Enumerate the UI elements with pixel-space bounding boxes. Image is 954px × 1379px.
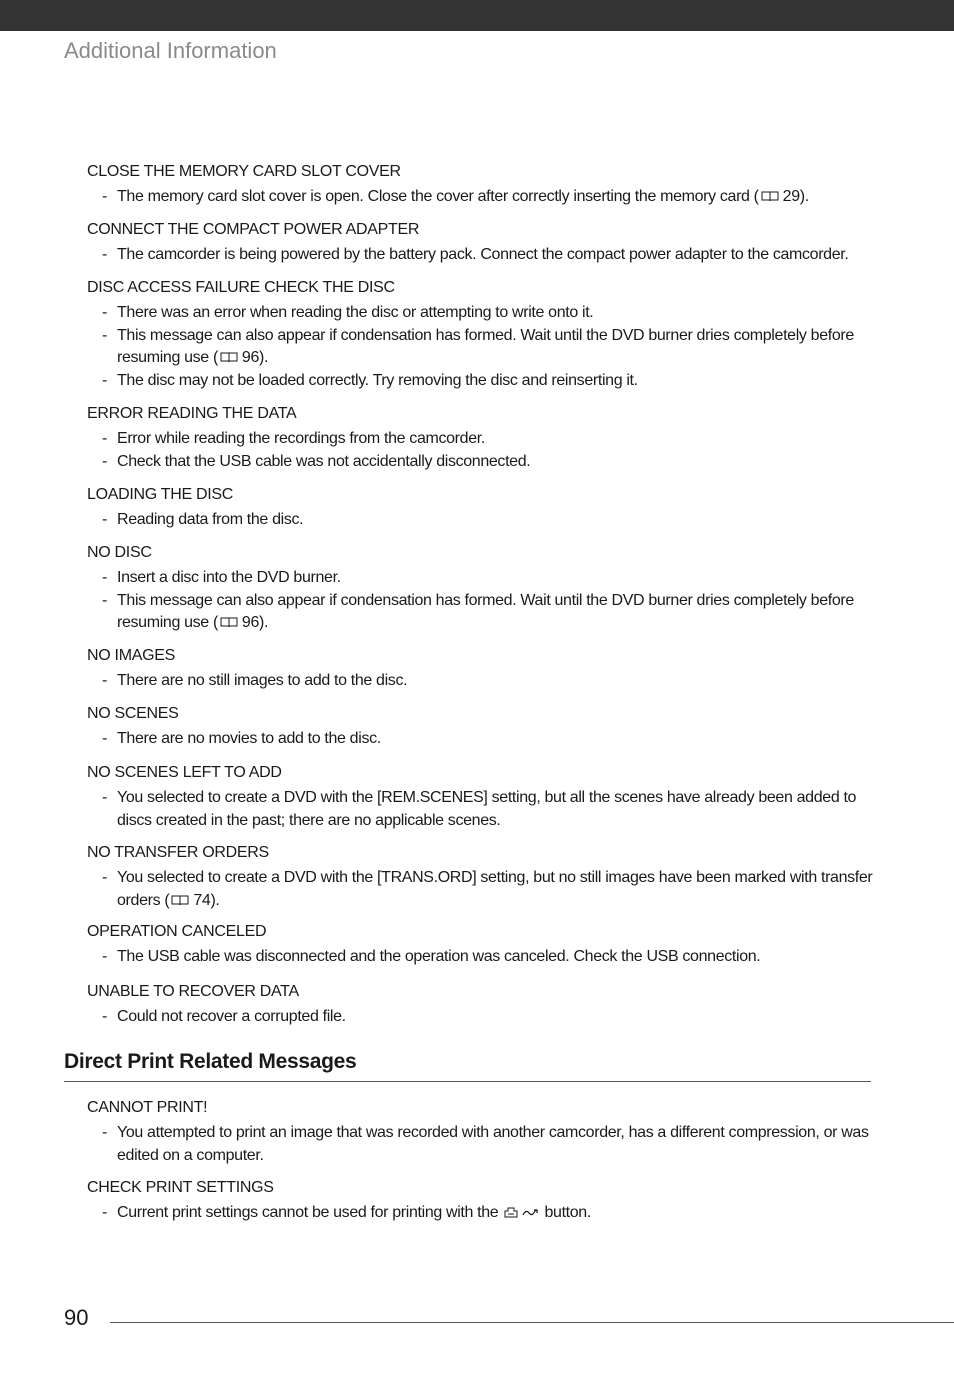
message-title: CANNOT PRINT! xyxy=(87,1099,208,1116)
bullet-dash: - xyxy=(102,188,107,205)
bullet-item xyxy=(87,1202,877,1225)
bullet-item xyxy=(87,451,877,474)
footer-divider xyxy=(110,1322,954,1323)
bullet-text: This message can also appear if condensation has formed. Wait until the DVD burner dries completely before resuming use ( xyxy=(117,326,854,366)
bullet-item xyxy=(87,728,877,751)
message-title: NO DISC xyxy=(87,544,152,561)
message-title: ERROR READING THE DATA xyxy=(87,405,297,422)
message-bullets xyxy=(87,946,877,969)
message-bullets xyxy=(87,787,877,832)
message-title: NO SCENES LEFT TO ADD xyxy=(87,764,282,781)
message-entry xyxy=(87,404,877,473)
bullet-dash: - xyxy=(102,430,107,447)
message-bullets xyxy=(87,567,877,635)
page-number: 90 xyxy=(64,1305,89,1330)
bullet-item xyxy=(87,186,877,209)
top-bar xyxy=(0,0,954,31)
bullet-dash: - xyxy=(102,672,107,689)
message-bullets xyxy=(87,244,877,267)
bullet-dash: - xyxy=(102,452,107,470)
message-entry xyxy=(87,278,877,392)
message-title: NO TRANSFER ORDERS xyxy=(87,844,269,861)
bullet-dash: - xyxy=(102,1204,107,1221)
message-title: NO SCENES xyxy=(87,705,179,722)
page-reference: 29 xyxy=(782,188,800,205)
bullet-dash: - xyxy=(102,371,107,389)
message-entry xyxy=(87,1098,877,1167)
bullet-text: The disc may not be loaded correctly. Try removing the disc and reinserting it. xyxy=(117,371,638,389)
bullet-dash: - xyxy=(102,730,107,747)
bullet-dash: - xyxy=(102,304,107,321)
bullet-text: The camcorder is being powered by the battery pack. Connect the compact power adapter to the camcorder. xyxy=(117,246,849,263)
bullet-text-end: ). xyxy=(210,891,220,909)
book-reference-icon xyxy=(220,616,238,628)
bullet-dash: - xyxy=(102,1008,107,1025)
message-bullets xyxy=(87,428,877,473)
bullet-item xyxy=(87,946,877,969)
bullet-item xyxy=(87,787,877,832)
message-bullets xyxy=(87,186,877,209)
bullet-text: The memory card slot cover is open. Close the cover after correctly inserting the memory card ( xyxy=(117,188,759,205)
bullet-dash: - xyxy=(102,591,107,609)
bullet-item xyxy=(87,325,877,370)
message-bullets xyxy=(87,728,877,751)
message-entry xyxy=(87,485,877,532)
bullet-text: You attempted to print an image that was recorded with another camcorder, has a different compression, or was edited on a computer. xyxy=(117,1124,869,1164)
bullet-text: There was an error when reading the disc or attempting to write onto it. xyxy=(117,304,594,321)
message-bullets xyxy=(87,1122,877,1167)
bullet-item xyxy=(87,509,877,532)
bullet-item xyxy=(87,670,877,693)
bullet-dash: - xyxy=(102,511,107,528)
bullet-text: There are no movies to add to the disc. xyxy=(117,730,381,747)
bullet-text: This message can also appear if condensation has formed. Wait until the DVD burner dries completely before resuming use ( xyxy=(117,591,854,631)
message-entry xyxy=(87,1178,877,1225)
book-reference-icon xyxy=(220,351,238,363)
bullet-text-end: ). xyxy=(259,349,269,366)
bullet-text: Current print settings cannot be used for printing with the xyxy=(117,1204,499,1221)
book-reference-icon xyxy=(171,894,189,906)
bullet-text: The USB cable was disconnected and the operation was canceled. Check the USB connection. xyxy=(117,948,761,965)
bullet-item xyxy=(87,244,877,267)
bullet-item xyxy=(87,867,877,912)
message-entry xyxy=(87,646,877,693)
bullet-dash: - xyxy=(102,1124,107,1141)
message-bullets xyxy=(87,1202,877,1225)
message-title: NO IMAGES xyxy=(87,647,175,664)
section-divider xyxy=(64,1081,871,1082)
bullet-text-end: button. xyxy=(544,1204,591,1221)
bullet-item xyxy=(87,302,877,325)
bullet-text: Insert a disc into the DVD burner. xyxy=(117,569,341,586)
message-title: DISC ACCESS FAILURE CHECK THE DISC xyxy=(87,279,395,296)
page-reference: 96 xyxy=(241,349,260,366)
bullet-dash: - xyxy=(102,869,107,886)
bullet-dash: - xyxy=(102,569,107,586)
message-entry xyxy=(87,162,877,209)
bullet-item xyxy=(87,567,877,590)
bullet-item xyxy=(87,1006,877,1029)
bullet-item xyxy=(87,428,877,451)
message-entry xyxy=(87,704,877,751)
bullet-item xyxy=(87,370,877,393)
bullet-dash: - xyxy=(102,948,107,965)
message-entry xyxy=(87,763,877,832)
message-title: LOADING THE DISC xyxy=(87,486,234,503)
bullet-dash: - xyxy=(102,246,107,263)
message-bullets xyxy=(87,302,877,392)
book-reference-icon xyxy=(761,190,779,202)
message-title: OPERATION CANCELED xyxy=(87,923,267,940)
bullet-text: Check that the USB cable was not accidentally disconnected. xyxy=(117,452,531,470)
bullet-text: Could not recover a corrupted file. xyxy=(117,1008,346,1025)
bullet-text-end: ). xyxy=(259,614,269,631)
header-title: Additional Information xyxy=(64,38,277,63)
bullet-text: You selected to create a DVD with the [REM.SCENES] setting, but all the scenes have already been added to discs created in the past; there are no applicable scenes. xyxy=(117,789,857,829)
message-title: CHECK PRINT SETTINGS xyxy=(87,1179,274,1196)
message-bullets xyxy=(87,509,877,532)
bullet-dash: - xyxy=(102,789,107,806)
message-entry xyxy=(87,220,877,267)
message-bullets xyxy=(87,1006,877,1029)
message-title: CLOSE THE MEMORY CARD SLOT COVER xyxy=(87,163,401,180)
message-title: CONNECT THE COMPACT POWER ADAPTER xyxy=(87,221,420,238)
bullet-text: You selected to create a DVD with the [TRANS.ORD] setting, but no still images have been marked with transfer orders ( xyxy=(117,869,873,909)
section-title: Direct Print Related Messages xyxy=(64,1050,357,1073)
message-title: UNABLE TO RECOVER DATA xyxy=(87,983,299,1000)
page-reference: 96 xyxy=(241,614,260,631)
bullet-text: Error while reading the recordings from the camcorder. xyxy=(117,430,485,447)
bullet-text-end: ). xyxy=(799,188,809,205)
bullet-text: Reading data from the disc. xyxy=(117,511,304,528)
message-entry xyxy=(87,543,877,635)
message-entry xyxy=(87,982,877,1029)
bullet-item xyxy=(87,1122,877,1167)
bullet-item xyxy=(87,590,877,635)
page-reference: 74 xyxy=(193,891,211,909)
bullet-text: There are no still images to add to the disc. xyxy=(117,672,408,689)
message-entry xyxy=(87,843,877,912)
message-bullets xyxy=(87,670,877,693)
bullet-dash: - xyxy=(102,326,107,344)
message-entry xyxy=(87,922,877,969)
print-share-icon xyxy=(504,1205,540,1219)
message-bullets xyxy=(87,867,877,912)
